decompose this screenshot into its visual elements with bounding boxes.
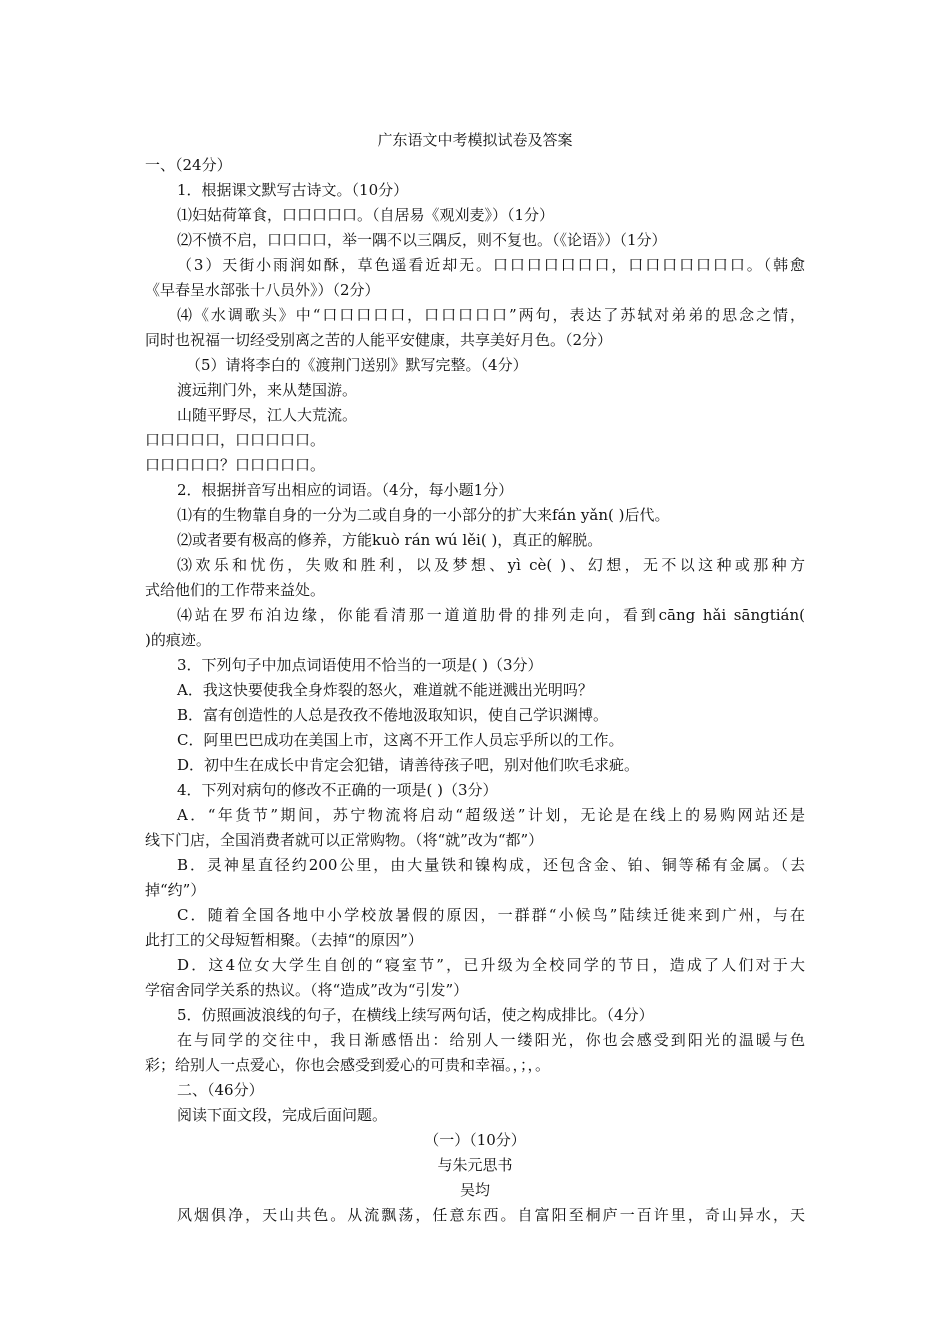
question-line: （5）请将李白的《渡荆门送别》默写完整。（4分） [186,356,528,374]
poem-line: 山随平野尽，江人大荒流。 [177,406,358,424]
question-line: （3）天街小雨润如酥，草色遥看近却无。口口口口口口口，口口口口口口口。（韩愈 [177,256,805,274]
question-line: )的痕迹。 [145,631,211,649]
question-line: 1．根据课文默写古诗文。（10分） [177,181,409,199]
question-line: 《早春呈水部张十八员外》）（2分） [145,281,380,299]
option-line: A．我这快要使我全身炸裂的怒火，难道就不能迸溅出光明吗？ [177,681,593,699]
question-line: ⑷站在罗布泊边缘，你能看清那一道道肋骨的排列走向，看到cāng hǎi sāngtián( [177,606,805,624]
question-line: 式给他们的工作带来益处。 [145,581,326,599]
passage-author: 吴均 [459,1181,490,1199]
question-line: ⑵或者要有极高的修养，方能kuò rán wú lěi( )，真正的解脱。 [177,531,603,549]
option-line: C．阿里巴巴成功在美国上市，这离不开工作人员忘乎所以的工作。 [177,731,624,749]
poem-blank-line: 口口口口口？口口口口口。 [145,456,326,474]
question-line: 4．下列对病句的修改不正确的一项是( )（3分） [177,781,498,799]
question-line: ⑴有的生物靠自身的一分为二或自身的一小部分的扩大来fán yǎn( )后代。 [177,506,670,524]
passage-text: 风烟俱净，天山共色。从流飘荡，任意东西。自富阳至桐庐一百许里，奇山异水，天 [177,1206,805,1224]
option-line: C．随着全国各地中小学校放暑假的原因，一群群“小候鸟”陆续迁徙来到广州，与在 [177,906,805,924]
subsection-heading: （一）（10分） [424,1131,526,1149]
section-heading: 一、（24分） [145,156,232,174]
document-title: 广东语文中考模拟试卷及答案 [377,131,573,149]
question-line: ⑷《水调歌头》中“口口口口口，口口口口口”两句，表达了苏轼对弟弟的思念之情， [177,306,805,324]
instruction-line: 阅读下面文段，完成后面问题。 [177,1106,388,1124]
question-line: ⑴妇姑荷箪食，口口口口口。（自居易《观刈麦》）（1分） [177,206,555,224]
question-line: 3．下列句子中加点词语使用不恰当的一项是( )（3分） [177,656,543,674]
wavy-sentence-line: 在与同学的交往中，我日渐感悟出：给别人一缕阳光，你也会感受到阳光的温暖与色 [177,1031,805,1049]
option-line: 掉“约”） [145,881,206,899]
option-line: 学宿舍同学关系的热议。（将“造成”改为“引发”） [145,981,469,999]
question-line: ⑵不愤不启，口口口口，举一隅不以三隅反，则不复也。（《论语》）（1分） [177,231,667,249]
option-line: 此打工的父母短暂相聚。（去掉“的原因”） [145,931,423,949]
option-line: B．富有创造性的人总是孜孜不倦地汲取知识，使自己学识渊博。 [177,706,609,724]
question-line: 2．根据拼音写出相应的词语。（4分，每小题1分） [177,481,514,499]
poem-line: 渡远荆门外，来从楚国游。 [177,381,358,399]
question-line: 5．仿照画波浪线的句子，在横线上续写两句话，使之构成排比。（4分） [177,1006,654,1024]
passage-title: 与朱元思书 [437,1156,513,1174]
option-line: D．这4位女大学生自创的“寝室节”，已升级为全校同学的节日，造成了人们对于大 [177,956,805,974]
question-line: ⑶欢乐和忧伤，失败和胜利，以及梦想、yì cè( )、幻想，无不以这种或那种方 [177,556,805,574]
option-line: A．“年货节”期间，苏宁物流将启动“超级送”计划，无论是在线上的易购网站还是 [177,806,805,824]
wavy-sentence-line: 彩；给别人一点爱心，你也会感受到爱心的可贵和幸福。，；，。 [145,1056,551,1074]
option-line: 线下门店，全国消费者就可以正常购物。（将“就”改为“都”） [145,831,544,849]
question-line: 同时也祝福一切经受别离之苦的人能平安健康，共享美好月色。（2分） [145,331,613,349]
option-line: D．初中生在成长中肯定会犯错，请善待孩子吧，别对他们吹毛求疵。 [177,756,640,774]
poem-blank-line: 口口口口口，口口口口口。 [145,431,326,449]
section-heading: 二、（46分） [177,1081,264,1099]
option-line: B．灵神星直径约200公里，由大量铁和镍构成，还包含金、铂、铜等稀有金属。（去 [177,856,805,874]
